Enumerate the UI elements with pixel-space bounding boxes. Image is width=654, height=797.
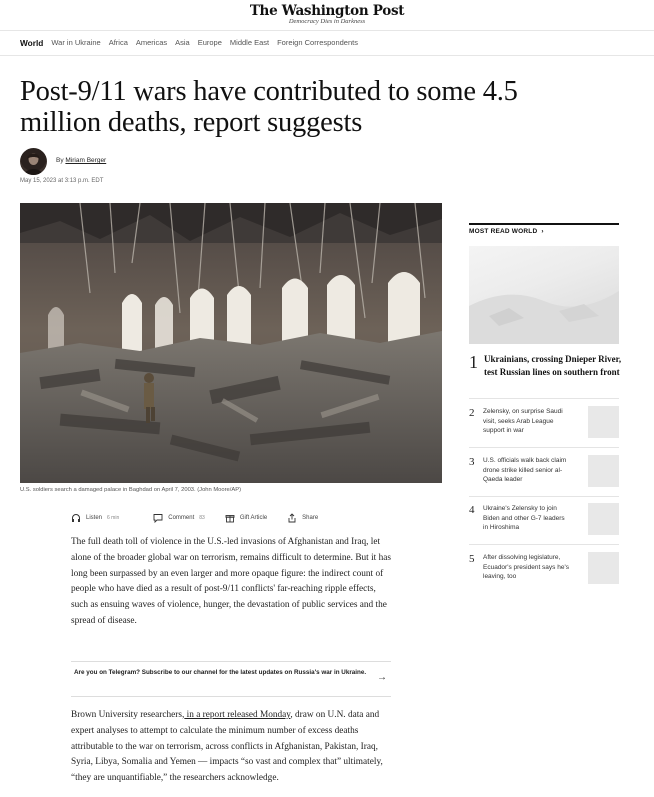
- site-logo[interactable]: The Washington Post: [249, 3, 405, 19]
- most-read-title: Zelensky, on surprise Saudi visit, seeks Arab League support in war: [483, 408, 563, 434]
- publish-timestamp: May 15, 2023 at 3:13 p.m. EDT: [20, 178, 104, 184]
- listen-button[interactable]: [71, 512, 119, 524]
- telegram-promo-text: Are you on Telegram? Subscribe to our channel for the latest updates on Russia's war in Ukraine.: [74, 669, 367, 676]
- listen-label: Listen: [86, 515, 103, 521]
- most-read-title: Ukraine's Zelensky to join Biden and other G-7 leaders in Hiroshima: [483, 505, 565, 531]
- most-read-item-5[interactable]: [469, 553, 619, 585]
- most-read-heading-label: MOST READ WORLD: [469, 228, 538, 235]
- share-icon: [287, 513, 297, 523]
- nav-item-war-in-ukraine[interactable]: War in Ukraine: [51, 38, 101, 47]
- share-bar: [71, 512, 391, 524]
- comment-count: 83: [199, 515, 205, 521]
- paragraph-2-rest: , draw on U.N. data and expert analyses to attempt to calculate the minimum number of excess deaths attributable to the war on terrorism, across conflicts in Afghanistan, Pakistan, Iraq, Syria, Libya, Somalia and Yemen — impacts “so vast and complex that” ultimately, “they are unquantifiable,” the researchers acknowledge.: [71, 710, 383, 784]
- divider: [469, 398, 619, 399]
- article-paragraph-1: The full death toll of violence in the U.S.-led invasions of Afghanistan and Iraq, let alone of the broader global war on terrorism, remains difficult to determine. But it has long been surpassed by an even larger and more opaque figure: the indirect count of people who have died as a result of post-9/11 conflicts' far-reaching ripple effects, such as ensuing waves of violence, hunger, the devastation of public services and the spread of disease.: [71, 537, 391, 626]
- nav-item-europe[interactable]: Europe: [197, 38, 222, 47]
- nav-item-foreign-correspondents[interactable]: Foreign Correspondents: [277, 38, 358, 47]
- article-paragraph-2: [71, 708, 391, 787]
- chevron-right-icon: ›: [541, 228, 544, 235]
- hero-image: [20, 203, 442, 483]
- telegram-promo[interactable]: [71, 661, 391, 697]
- nav-item-world[interactable]: World: [20, 37, 44, 48]
- most-read-thumbnail: [588, 455, 619, 487]
- comment-label: Comment: [168, 515, 195, 521]
- byline-prefix: By: [56, 157, 64, 164]
- nav-item-americas[interactable]: Americas: [135, 38, 168, 47]
- nav-item-asia[interactable]: Asia: [175, 38, 190, 47]
- most-read-thumbnail: [588, 552, 619, 584]
- comment-button[interactable]: [153, 512, 205, 524]
- masthead: [0, 0, 654, 30]
- divider: [469, 447, 619, 448]
- comment-icon: [153, 513, 163, 523]
- gift-label: Gift Article: [239, 515, 268, 521]
- arrow-right-icon: →: [377, 672, 387, 683]
- section-nav: [0, 30, 654, 56]
- site-tagline: Democracy Dies in Darkness: [288, 18, 366, 25]
- divider: [469, 496, 619, 497]
- most-read-rank: 5: [469, 553, 475, 565]
- most-read-item-3[interactable]: [469, 456, 619, 488]
- most-read-lead-image[interactable]: [469, 246, 619, 344]
- listen-duration: 6 min: [107, 515, 120, 521]
- most-read-rank: 1: [469, 352, 478, 372]
- nav-item-middle-east[interactable]: Middle East: [229, 38, 270, 47]
- paragraph-2-start: Brown University researchers,: [71, 710, 185, 720]
- most-read-thumbnail: [588, 406, 619, 438]
- headphones-icon: [71, 513, 81, 523]
- most-read-rank: 2: [469, 407, 475, 419]
- gift-article-button[interactable]: [225, 512, 267, 524]
- image-caption: U.S. soldiers search a damaged palace in Baghdad on April 7, 2003. (John Moore/AP): [20, 487, 242, 493]
- most-read-title: Ukrainians, crossing Dnieper River, test Russian lines on southern front: [484, 354, 622, 377]
- most-read-item-4[interactable]: [469, 504, 619, 536]
- most-read-rank: 3: [469, 456, 475, 468]
- author-avatar[interactable]: [20, 148, 47, 175]
- share-label: Share: [302, 515, 319, 521]
- author-link[interactable]: Miriam Berger: [65, 157, 107, 164]
- most-read-title: U.S. officials walk back claim drone strike killed senior al-Qaeda leader: [483, 457, 567, 483]
- most-read-item-2[interactable]: [469, 407, 619, 439]
- most-read-title: After dissolving legislature, Ecuador's president says he's leaving, too: [483, 554, 569, 580]
- report-link[interactable]: in a report released Monday: [184, 710, 291, 720]
- article-headline: Post-9/11 wars have contributed to some 4.5 million deaths, report suggests: [20, 76, 518, 138]
- byline: [56, 157, 106, 164]
- most-read-rank: 4: [469, 504, 475, 516]
- nav-item-africa[interactable]: Africa: [108, 38, 128, 47]
- gift-icon: [225, 513, 235, 523]
- share-button[interactable]: [287, 512, 318, 524]
- sidebar-rule: [469, 223, 619, 225]
- most-read-item-1[interactable]: [469, 352, 622, 391]
- divider: [469, 544, 619, 545]
- most-read-heading[interactable]: [469, 228, 544, 235]
- most-read-thumbnail: [588, 503, 619, 535]
